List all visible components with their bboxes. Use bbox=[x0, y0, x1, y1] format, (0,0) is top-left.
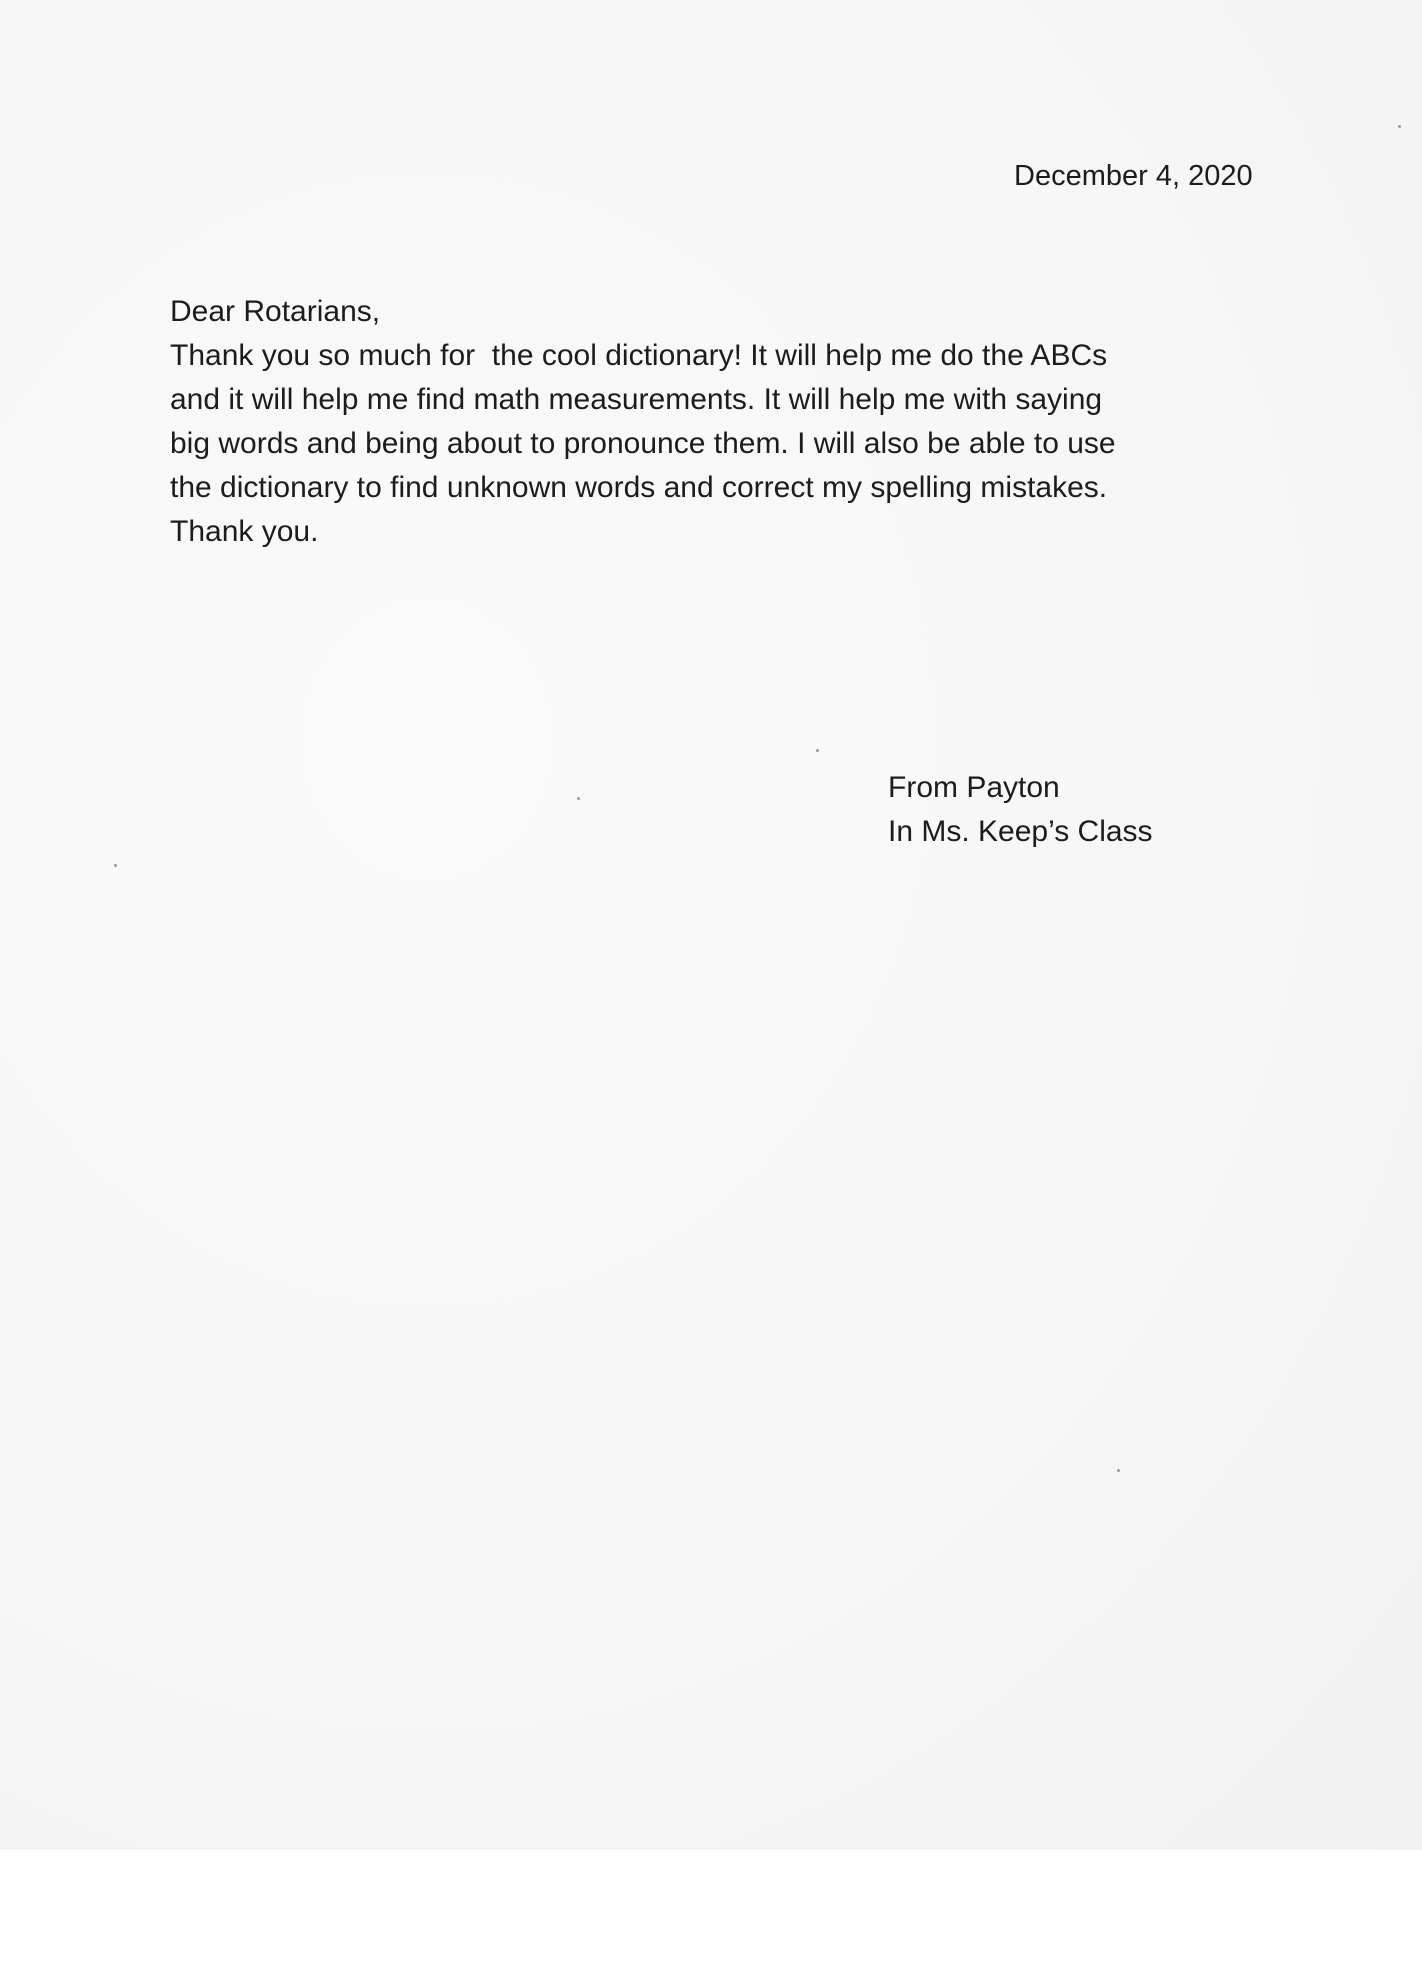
signoff-class: In Ms. Keep’s Class bbox=[888, 815, 1153, 848]
body-line: the dictionary to find unknown words and correct my spelling mistakes. bbox=[170, 471, 1108, 504]
paper-speck bbox=[1117, 1469, 1120, 1472]
body-line: Thank you. bbox=[170, 515, 319, 548]
paper-speck bbox=[577, 797, 580, 800]
body-line: big words and being about to pronounce them. I will also be able to use bbox=[170, 427, 1116, 460]
letter-date: December 4, 2020 bbox=[1014, 160, 1253, 192]
paper-speck bbox=[816, 749, 819, 752]
paper-speck bbox=[114, 864, 117, 867]
body-line: Thank you so much for the cool dictionary! It will help me do the ABCs bbox=[170, 339, 1108, 372]
letter-signoff bbox=[888, 766, 1153, 854]
salutation: Dear Rotarians, bbox=[170, 295, 381, 328]
page-bottom-margin bbox=[0, 1850, 1422, 1980]
signoff-from: From Payton bbox=[888, 771, 1060, 804]
paper-speck bbox=[1398, 125, 1401, 128]
body-line: and it will help me find math measurements. It will help me with saying bbox=[170, 383, 1103, 416]
letter-body bbox=[170, 290, 1290, 554]
